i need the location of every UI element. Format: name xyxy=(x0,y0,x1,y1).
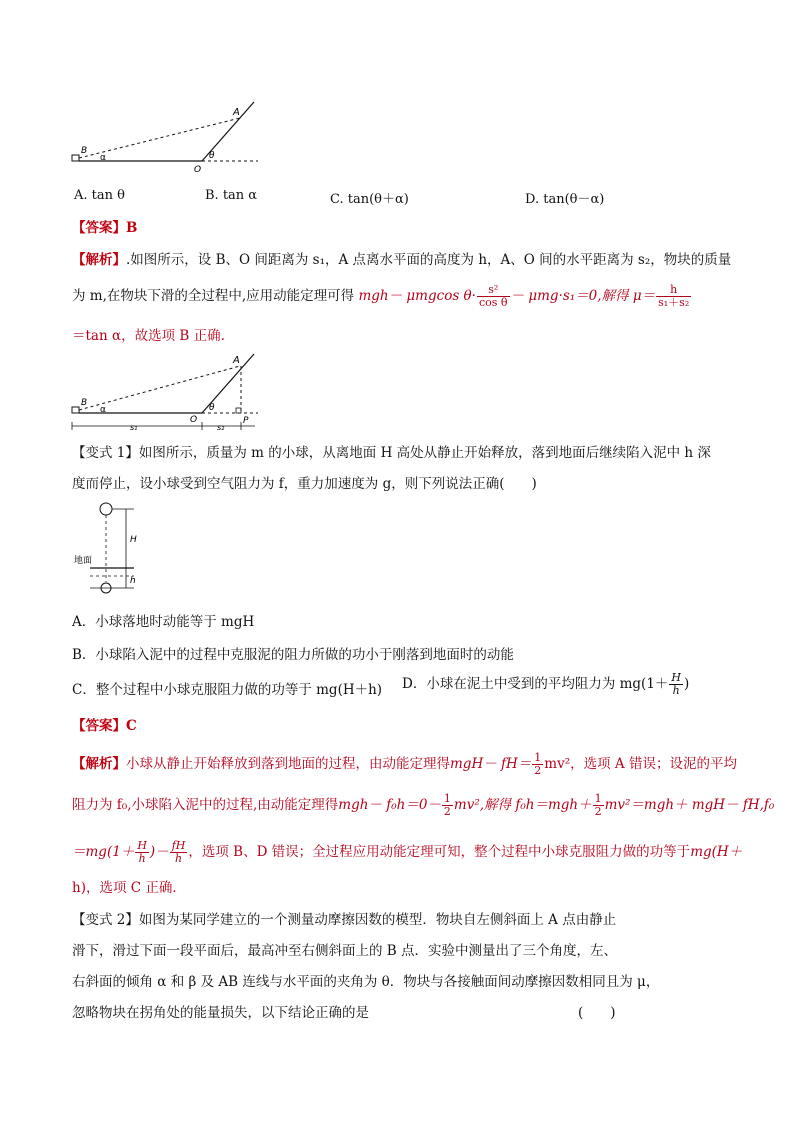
fraction-denominator: h xyxy=(672,684,680,697)
variant-text: 滑下，滑过下面一段平面后，最高冲至右侧斜面上的 B 点．实验中测量出了三个角度，左、 xyxy=(72,943,618,959)
label-alpha: α xyxy=(100,405,106,415)
incline-figure-1 xyxy=(70,98,270,178)
fraction xyxy=(170,840,188,865)
analysis-tag: 【解析】 xyxy=(72,756,126,772)
variant-1-option-a[interactable]: A．小球落地时动能等于 mgH xyxy=(72,614,255,630)
option-b[interactable]: B. tan α xyxy=(205,188,258,203)
fraction-numerator: 1 xyxy=(594,792,602,805)
label-theta: θ xyxy=(209,151,215,161)
variant-2-line-2 xyxy=(72,941,734,961)
variant-1-option-c[interactable]: C．整个过程中小球克服阻力做的功等于 mg(H＋h) xyxy=(72,682,383,698)
answer-2 xyxy=(72,716,734,736)
formula: )－ xyxy=(149,844,169,860)
option-text: ) xyxy=(684,676,690,692)
fraction-numerator: 1 xyxy=(443,792,451,805)
variant-2-line-1 xyxy=(72,910,734,930)
variant-tag: 【变式 1】 xyxy=(72,445,139,461)
analysis-2-line-3 xyxy=(72,839,743,865)
option-d[interactable]: D. tan(θ－α) xyxy=(525,192,605,207)
analysis-1-line-1 xyxy=(72,250,734,270)
analysis-text: 为 m,在物块下滑的全过程中,应用动能定理可得 xyxy=(72,288,355,304)
right-angle-mark xyxy=(236,408,241,413)
label-theta: θ xyxy=(209,403,215,413)
fraction-denominator: 2 xyxy=(594,805,602,818)
fraction-denominator: s₁＋s₂ xyxy=(658,296,690,309)
formula: ＝mg(1＋ xyxy=(72,844,135,860)
analysis-2-line-4 xyxy=(72,878,734,898)
answer-tag: 【答案】 xyxy=(72,718,126,734)
option-text: D．小球在泥土中受到的平均阻力为 mg(1＋ xyxy=(402,676,669,692)
variant-1-option-b[interactable]: B．小球陷入泥中的过程中克服泥的阻力所做的功小于刚落到地面时的动能 xyxy=(72,647,514,663)
incline-figure-2 xyxy=(70,350,270,432)
analysis-1-line-2 xyxy=(72,284,734,309)
label-b: B xyxy=(81,398,88,408)
analysis-text: ，选项 B、D 错误；全过程应用动能定理可知，整个过程中小球克服阻力做的功等于 xyxy=(188,844,691,860)
variant-text: 忽略物块在拐角处的能量损失，以下结论正确的是 xyxy=(72,1005,369,1021)
analysis-text: 小球从静止开始释放到落到地面的过程，由动能定理得 xyxy=(126,756,450,772)
label-a: A xyxy=(233,355,240,366)
fraction xyxy=(477,284,510,309)
variant-text: 如图为某同学建立的一个测量动摩擦因数的模型．物块自左侧斜面上 A 点由静止 xyxy=(138,912,617,928)
formula: mgH－ fH＝ xyxy=(450,756,532,772)
analysis-tag: 【解析】 xyxy=(72,252,126,268)
analysis-2-line-2 xyxy=(72,792,775,818)
variant-text: 度而停止，设小球受到空气阻力为 f，重力加速度为 g，则下列说法正确( ) xyxy=(72,476,537,492)
ball-drop-figure xyxy=(72,498,162,600)
analysis-2-line-1 xyxy=(72,751,737,777)
block-square xyxy=(72,155,79,161)
formula: mgh－ f₀h＝0－ xyxy=(338,797,441,813)
fraction xyxy=(135,840,149,865)
variant-2-line-4 xyxy=(72,1003,734,1023)
label-o: O xyxy=(194,165,202,175)
analysis-text: mv²，选项 A 错误；设泥的平均 xyxy=(544,756,737,772)
fraction-numerator: H xyxy=(137,839,147,852)
variant-1-option-d[interactable] xyxy=(402,672,689,697)
answer-paren[interactable]: ( ) xyxy=(578,1005,616,1021)
dashed-ba-line xyxy=(79,118,240,158)
fraction xyxy=(532,752,543,777)
label-p: P xyxy=(243,416,249,426)
block-square xyxy=(72,407,79,413)
label-a: A xyxy=(233,107,240,118)
label-s2: s₂ xyxy=(217,423,225,432)
label-b: B xyxy=(81,146,88,156)
label-big-h: H xyxy=(130,535,137,545)
formula: mgh－ μmgcos θ· xyxy=(358,288,476,304)
fraction xyxy=(656,284,691,309)
analysis-text: h)，选项 C 正确． xyxy=(72,880,186,896)
fraction-numerator: 1 xyxy=(534,751,542,764)
answer-value: B xyxy=(126,220,138,236)
fraction-denominator: h xyxy=(138,852,146,865)
variant-2-line-3 xyxy=(72,972,734,992)
answer-tag: 【答案】 xyxy=(72,220,126,236)
answer-value: C xyxy=(126,718,137,734)
variant-1-line-1 xyxy=(72,443,734,463)
fraction-denominator: 2 xyxy=(443,805,451,818)
fraction-denominator: 2 xyxy=(534,764,542,777)
ball-top xyxy=(100,503,112,515)
variant-tag: 【变式 2】 xyxy=(72,912,139,928)
label-small-h: h xyxy=(130,576,136,586)
fraction-numerator: fH xyxy=(171,839,186,852)
fraction-numerator: s² xyxy=(477,284,510,297)
label-o: O xyxy=(190,415,198,425)
formula: mv²,解得 f₀h＝mgh＋ xyxy=(453,797,592,813)
fraction-denominator: h xyxy=(174,852,183,865)
option-a[interactable]: A. tan θ xyxy=(74,188,125,203)
variant-text: 如图所示，质量为 m 的小球，从离地面 H 高处从静止开始释放，落到地面后继续陷入泥中 h 深 xyxy=(138,445,711,461)
analysis-text: ＝tan α，故选项 B 正确. xyxy=(72,328,225,344)
analysis-1-line-3 xyxy=(72,326,734,346)
dashed-ba-line xyxy=(79,366,240,410)
variant-text: 右斜面的倾角 α 和 β 及 AB 连线与水平面的夹角为 θ．物块与各接触面间动摩擦因数相同且为 μ， xyxy=(72,974,660,990)
variant-1-line-2 xyxy=(72,474,734,494)
formula: － μmg·s₁＝0,解得 μ＝ xyxy=(510,288,656,304)
label-s1: s₁ xyxy=(130,423,138,432)
fraction-numerator: H xyxy=(671,671,682,684)
ground-label: 地面 xyxy=(74,556,93,566)
label-alpha: α xyxy=(100,153,106,163)
fraction xyxy=(593,793,604,818)
fraction xyxy=(669,672,683,697)
analysis-text: .如图所示，设 B、O 间距离为 s₁，A 点离水平面的高度为 h，A、O 间的水平距离为 s₂，物块的质量 xyxy=(126,252,732,268)
fraction-denominator: cos θ xyxy=(478,296,508,309)
analysis-text: 阻力为 f₀,小球陷入泥中的过程,由动能定理得 xyxy=(72,797,339,813)
option-c[interactable]: C. tan(θ＋α) xyxy=(330,192,409,207)
answer-1 xyxy=(72,218,734,238)
fraction xyxy=(442,793,453,818)
formula: mv²＝mgh＋ mgH－ fH,f₀ xyxy=(604,797,775,813)
formula: mg(H＋ xyxy=(690,844,743,860)
fraction-numerator: h xyxy=(656,284,691,297)
